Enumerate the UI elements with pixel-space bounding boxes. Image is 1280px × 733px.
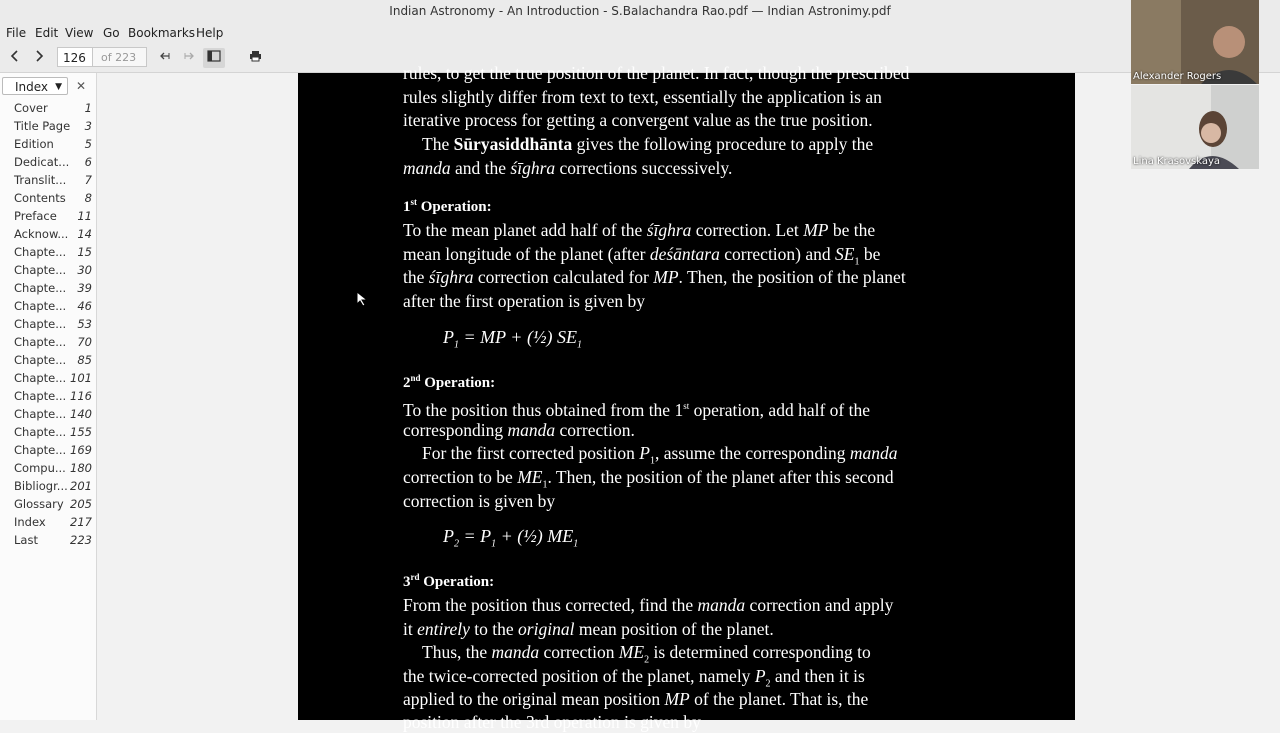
sidebar-item-label: Chapte... xyxy=(14,335,67,349)
sidebar-item[interactable] xyxy=(0,153,96,171)
sidebar-item[interactable] xyxy=(0,243,96,261)
sidebar-item[interactable] xyxy=(0,297,96,315)
page-text-line: correction to be $ME_1$. Then, the position of the planet after this second xyxy=(403,467,894,491)
sidebar-item-label: Contents xyxy=(14,191,66,205)
menu-edit[interactable]: Edit xyxy=(35,26,59,40)
page-text-line: it entirely to the original mean position of the planet. xyxy=(403,619,774,639)
sidebar-mode-label: Index xyxy=(15,80,49,94)
sidebar-item-page: 15 xyxy=(77,245,92,259)
page-text-line: To the mean planet add half of the śīghra correction. Let MP be the xyxy=(403,220,876,240)
sidebar-item[interactable] xyxy=(0,189,96,207)
sidebar-item[interactable] xyxy=(0,315,96,333)
operation-heading: 2nd Operation: xyxy=(403,373,496,391)
sidebar-item-page: 14 xyxy=(77,227,92,241)
sidebar-item-label: Chapte... xyxy=(14,389,67,403)
sidebar-item-page: 116 xyxy=(70,389,92,403)
sidebar-item[interactable] xyxy=(0,513,96,531)
sidebar-item-label: Glossary xyxy=(14,497,64,511)
participant-name: Lina Krasovskaya xyxy=(1133,156,1221,167)
sidebar-item[interactable] xyxy=(0,99,96,117)
page-text-line: manda and the śīghra corrections successively. xyxy=(403,158,733,178)
page-text-line: applied to the original mean position MP of the planet. That is, the xyxy=(403,689,869,709)
sidebar-item[interactable] xyxy=(0,423,96,441)
sidebar-item-page: 3 xyxy=(84,119,92,133)
sidebar-item[interactable] xyxy=(0,225,96,243)
chevron-down-icon: ▼ xyxy=(55,82,62,92)
page-text-line: The Sūryasiddhānta gives the following procedure to apply the xyxy=(422,134,874,154)
close-icon: ✕ xyxy=(76,79,87,93)
page-text-line: after the first operation is given by xyxy=(403,291,646,311)
window-title: Indian Astronomy - An Introduction - S.Balachandra Rao.pdf — Indian Astronimy.pdf xyxy=(0,0,1280,22)
page-text-line: For the first corrected position $P_1$, assume the corresponding manda xyxy=(422,443,898,467)
sidebar-item-label: Preface xyxy=(14,209,57,223)
sidebar-item[interactable] xyxy=(0,171,96,189)
operation-heading: 1st Operation: xyxy=(403,197,492,215)
sidebar-item-label: Chapte... xyxy=(14,317,67,331)
sidebar-item[interactable] xyxy=(0,333,96,351)
sidebar-item-page: 180 xyxy=(70,461,92,475)
chevron-left-icon xyxy=(10,50,20,62)
sidebar-item-page: 6 xyxy=(84,155,92,169)
page-text-line: rules slightly differ from text to text, essentially the application is an xyxy=(403,87,882,107)
page-text-line: From the position thus corrected, find the manda correction and apply xyxy=(403,595,894,615)
sidebar-item-label: Chapte... xyxy=(14,281,67,295)
sidebar-item[interactable] xyxy=(0,135,96,153)
sidebar-close-button[interactable] xyxy=(76,77,86,95)
sidebar-toggle-button[interactable] xyxy=(203,48,225,68)
sidebar-item[interactable] xyxy=(0,261,96,279)
sidebar-item-label: Index xyxy=(14,515,46,529)
page-text-line: Thus, the manda correction $ME_2$ is determined corresponding to xyxy=(422,642,871,666)
participant-name: Alexander Rogers xyxy=(1133,71,1222,82)
sidebar-item-label: Last xyxy=(14,533,38,547)
page-text-line: mean longitude of the planet (after deśāntara correction) and $SE_1$ be xyxy=(403,244,881,268)
sidebar-item-page: 140 xyxy=(70,407,92,421)
sidebar-item-label: Compu... xyxy=(14,461,66,475)
page-text-line: corresponding manda correction. xyxy=(403,420,635,440)
sidebar-item[interactable] xyxy=(0,441,96,459)
sidebar-item-page: 11 xyxy=(77,209,92,223)
participant-video-tile[interactable] xyxy=(1131,0,1259,84)
sidebar-item-label: Title Page xyxy=(14,119,71,133)
printer-icon xyxy=(249,50,262,62)
page-text-line: rules, to get the true position of the planet. In fact, though the prescribed xyxy=(403,63,910,83)
sidebar-item-label: Chapte... xyxy=(14,371,67,385)
page-text-line: iterative process for getting a convergent value as the true position. xyxy=(403,110,873,130)
operation-heading: 3rd Operation: xyxy=(403,572,495,590)
sidebar-item-page: 223 xyxy=(70,533,92,547)
sidebar-item-page: 53 xyxy=(77,317,92,331)
sidebar-item[interactable] xyxy=(0,477,96,495)
history-forward-icon xyxy=(183,50,195,62)
sidebar-item-label: Chapte... xyxy=(14,353,67,367)
menu-view[interactable]: View xyxy=(65,26,94,40)
sidebar-item-page: 8 xyxy=(84,191,92,205)
sidebar-item-page: 1 xyxy=(84,101,92,115)
participant-video-tile[interactable] xyxy=(1131,85,1259,169)
sidebar xyxy=(0,73,97,720)
page-text-line: correction is given by xyxy=(403,491,556,511)
sidebar-item-page: 46 xyxy=(77,299,92,313)
pdf-page xyxy=(298,63,1075,732)
sidebar-item[interactable] xyxy=(0,459,96,477)
equation: $P_1$ = MP + (½) $SE_1$ xyxy=(443,327,582,351)
sidebar-item-page: 30 xyxy=(77,263,92,277)
sidebar-item-label: Chapte... xyxy=(14,299,67,313)
page-text-line: the śīghra correction calculated for MP. Then, the position of the planet xyxy=(403,267,906,287)
sidebar-icon xyxy=(207,50,221,62)
sidebar-item-label: Dedicat... xyxy=(14,155,70,169)
sidebar-item-label: Translit... xyxy=(14,173,67,187)
menu-help[interactable]: Help xyxy=(196,26,224,40)
sidebar-item[interactable] xyxy=(0,405,96,423)
print-button[interactable] xyxy=(246,48,264,68)
sidebar-item-label: Chapte... xyxy=(14,425,67,439)
menu-bookmarks[interactable]: Bookmarks xyxy=(128,26,196,40)
sidebar-item[interactable] xyxy=(0,531,96,549)
next-page-button[interactable] xyxy=(30,48,48,68)
sidebar-item-label: Chapte... xyxy=(14,407,67,421)
sidebar-item-page: 7 xyxy=(84,173,92,187)
sidebar-item-page: 155 xyxy=(70,425,92,439)
sidebar-item-label: Acknow... xyxy=(14,227,69,241)
sidebar-item-page: 217 xyxy=(70,515,92,529)
prev-page-button[interactable] xyxy=(6,48,24,68)
page-text-line: the twice-corrected position of the planet, namely $P_2$ and then it is xyxy=(403,666,865,690)
sidebar-item-label: Edition xyxy=(14,137,54,151)
sidebar-item-page: 101 xyxy=(70,371,92,385)
page-text-line: To the position thus obtained from the 1st operation, add half of the xyxy=(403,399,870,420)
sidebar-item-page: 85 xyxy=(77,353,92,367)
page-text-line: position after the 3rd operation is given by xyxy=(403,712,701,732)
sidebar-item-label: Cover xyxy=(14,101,48,115)
sidebar-item-label: Chapte... xyxy=(14,263,67,277)
sidebar-item[interactable] xyxy=(0,207,96,225)
sidebar-item[interactable] xyxy=(0,495,96,513)
sidebar-item-label: Bibliogr... xyxy=(14,479,68,493)
menu-bar xyxy=(0,22,1280,44)
equation: $P_2 = P_1$ + (½) $ME_1$ xyxy=(443,526,579,550)
menu-go[interactable]: Go xyxy=(103,26,120,40)
sidebar-item-page: 5 xyxy=(84,137,92,151)
sidebar-item[interactable] xyxy=(0,117,96,135)
sidebar-item-label: Chapte... xyxy=(14,245,67,259)
chevron-right-icon xyxy=(34,50,44,62)
sidebar-item-page: 70 xyxy=(77,335,92,349)
sidebar-item[interactable] xyxy=(0,387,96,405)
sidebar-item-label: Chapte... xyxy=(14,443,67,457)
mouse-cursor-icon xyxy=(356,291,370,307)
sidebar-item-page: 201 xyxy=(70,479,92,493)
history-back-button[interactable] xyxy=(156,48,174,68)
sidebar-item[interactable] xyxy=(0,369,96,387)
sidebar-item[interactable] xyxy=(0,279,96,297)
history-forward-button[interactable] xyxy=(180,48,198,68)
history-back-icon xyxy=(159,50,171,62)
sidebar-item[interactable] xyxy=(0,351,96,369)
sidebar-item-page: 169 xyxy=(70,443,92,457)
sidebar-mode-select[interactable] xyxy=(2,77,68,95)
menu-file[interactable]: File xyxy=(6,26,27,40)
page-number-input[interactable]: 126 xyxy=(57,47,93,67)
sidebar-item-page: 205 xyxy=(70,497,92,511)
sidebar-item-page: 39 xyxy=(77,281,92,295)
page-total-label: of 223 xyxy=(93,47,147,67)
